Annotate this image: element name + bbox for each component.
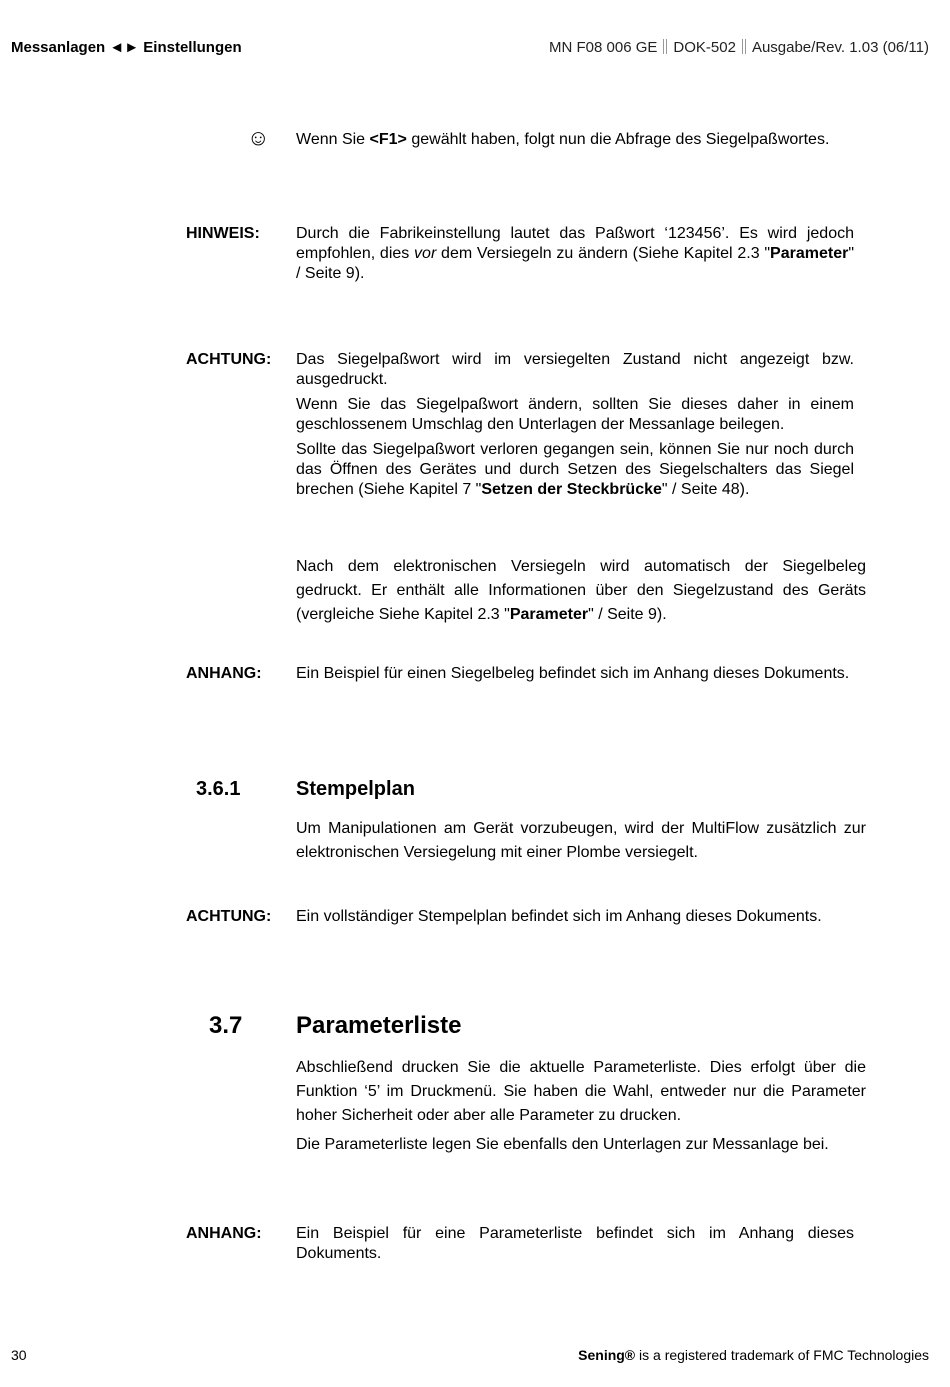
- smiley-icon: ☺: [247, 125, 270, 150]
- tip-key: <F1>: [369, 131, 407, 148]
- versiegeln-bold: Parameter: [509, 606, 589, 623]
- doc-id: MN F08 006 GE: [549, 39, 658, 56]
- header-doc-info: [549, 38, 929, 58]
- anhang-label: ANHANG:: [186, 1225, 262, 1242]
- achtung-text-a: Sollte das Siegelpaßwort verloren gegangen sein, können Sie nur noch durch das Öffnen des Gerätes und durch Setzen des Siegelschalters das Siegel brechen (Siehe Kapitel 7 ": [296, 441, 854, 498]
- hinweis-label: HINWEIS:: [186, 225, 260, 242]
- page-number: 30: [11, 1347, 27, 1363]
- header-section-b: Einstellungen: [143, 39, 242, 56]
- section-number: 3.7: [209, 1012, 243, 1039]
- footer-trademark: [578, 1346, 929, 1364]
- header-section-a: Messanlagen: [11, 39, 106, 56]
- footer-brand: Sening®: [578, 1347, 636, 1363]
- versiegeln-text: [296, 555, 866, 627]
- achtung-label: ACHTUNG:: [186, 908, 272, 925]
- footer-trademark-text: is a registered trademark of FMC Technologies: [635, 1347, 929, 1363]
- section-text: [296, 1056, 866, 1157]
- achtung-paragraph: Ein vollständiger Stempelplan befindet sich im Anhang dieses Dokuments.: [296, 908, 822, 925]
- arrows-icon: ◄►: [109, 39, 140, 56]
- section-paragraph: Die Parameterliste legen Sie ebenfalls den Unterlagen zur Messanlage bei.: [296, 1136, 829, 1153]
- anhang-text: [296, 662, 854, 686]
- hinweis-bold: Parameter: [770, 245, 849, 262]
- hinweis-emphasis: vor: [414, 245, 437, 262]
- section-number: 3.6.1: [196, 778, 241, 800]
- versiegeln-text-a: Nach dem elektronischen Versiegeln wird automatisch der Siegelbeleg gedruckt. Er enthält alle Informationen über den Siegelzustand des Geräts (vergleiche Siehe Kapitel 2.3 ": [296, 558, 866, 623]
- achtung-bold: Setzen der Steckbrücke: [481, 481, 662, 498]
- hinweis-text-c: " / Seite 9).: [296, 245, 855, 282]
- achtung-label: ACHTUNG:: [186, 351, 272, 368]
- section-text: [296, 817, 866, 865]
- anhang-text: [296, 1224, 854, 1264]
- hinweis-text: [296, 224, 854, 284]
- achtung-text: [296, 907, 854, 927]
- tip-text-a: Wenn Sie: [296, 131, 370, 148]
- hinweis-text-b: dem Versiegeln zu ändern (Siehe Kapitel 2.3 ": [436, 245, 771, 262]
- hinweis-text-a: Durch die Fabrikeinstellung lautet das Paßwort ‘123456’. Es wird jedoch empfohlen, dies: [296, 225, 854, 262]
- doc-number: DOK-502: [673, 39, 736, 56]
- achtung-paragraph: Wenn Sie das Siegelpaßwort ändern, sollten Sie dieses daher in einem geschlossenem Umschlag den Unterlagen der Messanlage beilegen.: [296, 396, 854, 433]
- anhang-paragraph: Ein Beispiel für eine Parameterliste befindet sich im Anhang dieses Dokuments.: [296, 1225, 854, 1262]
- anhang-label: ANHANG:: [186, 665, 262, 682]
- achtung-paragraph: Das Siegelpaßwort wird im versiegelten Zustand nicht angezeigt bzw. ausgedruckt.: [296, 351, 854, 388]
- achtung-text-c: " / Seite 48).: [661, 481, 750, 498]
- achtung-text: [296, 350, 854, 500]
- divider: [663, 39, 667, 54]
- divider: [742, 39, 746, 54]
- tip-text-b: gewählt haben, folgt nun die Abfrage des Siegelpaßwortes.: [406, 131, 830, 148]
- section-paragraph: Um Manipulationen am Gerät vorzubeugen, wird der MultiFlow zusätzlich zur elektronischen Versiegelung mit einer Plombe versiegelt.: [296, 820, 866, 861]
- anhang-paragraph: Ein Beispiel für einen Siegelbeleg befindet sich im Anhang dieses Dokuments.: [296, 665, 850, 682]
- achtung-paragraph: [296, 440, 854, 500]
- section-title: Stempelplan: [296, 778, 415, 800]
- section-title: Parameterliste: [296, 1012, 462, 1039]
- revision: Ausgabe/Rev. 1.03 (06/11): [751, 39, 929, 56]
- versiegeln-text-b: " / Seite 9).: [588, 606, 667, 623]
- header-breadcrumb: [11, 38, 242, 58]
- tip-text: [296, 128, 866, 152]
- section-paragraph: Abschließend drucken Sie die aktuelle Parameterliste. Dies erfolgt über die Funktion ‘5’ im Druckmenü. Sie haben die Wahl, entweder nur die Parameter hoher Sicherheit oder aber alle Parameter zu drucken.: [296, 1059, 866, 1124]
